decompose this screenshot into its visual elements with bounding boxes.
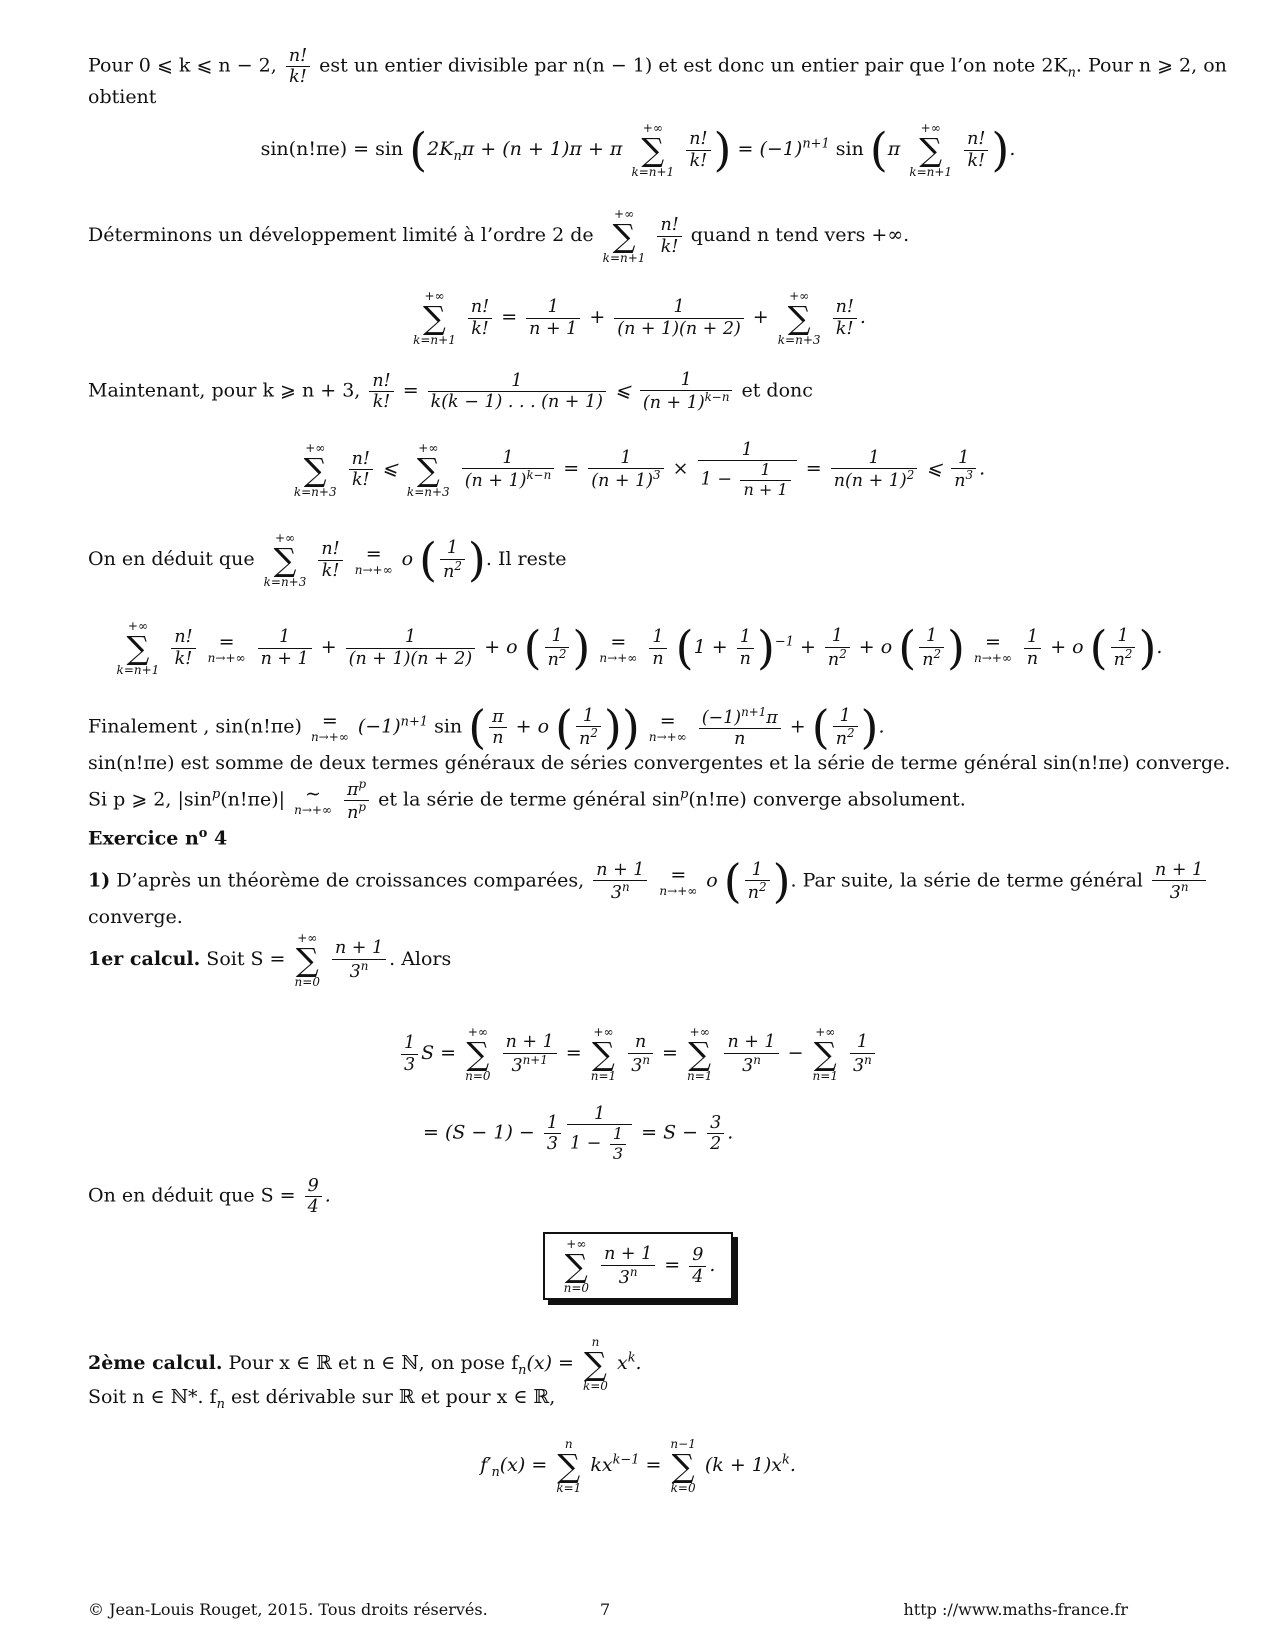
text: . Par suite, la série de terme général [790, 869, 1143, 892]
text: (n!πe)| [220, 788, 286, 811]
equation-derivative: $f'_n(x)$ = n ∑ k=1 $kx^{k-1}$ = n−1 ∑ k=0 $(k + 1)x^k$. [480, 1437, 796, 1495]
paragraph-1-cont [88, 86, 156, 109]
text: Exercice n [88, 827, 199, 850]
equation-split-sum: +∞ ∑ k=n+1 $\frac{n!}{k!}$ = $\frac{1}{n + 1}$ + $\frac{1}{(n + 1)(n + 2)}$ + +∞ ∑ k=n+3 $\frac{n!}{k!}$ . [413, 289, 866, 347]
paragraph-5: Finalement , sin(n!πe) = n→+∞ $(-1)^{n+1}$ sin ( $\frac{\pi}{n}$ + o ( $\frac{1}{n^2}$ )) = n→+∞ $\frac{(-1)^{n+1}\pi}{n}$ + ( $\frac{1}{n^2}$ ). [88, 700, 885, 754]
equation-expansion: +∞ ∑ k=n+1 $\frac{n!}{k!}$ = n→+∞ $\frac{1}{n + 1}$ + $\frac{1}{(n + 1)(n + 2)}$ + o ( $\frac{1}{n^2}$ ) = n→+∞ $\frac{1}{n}$ (1 + $\frac{1}{n}$ )$^{-1}$ + $\frac{1}{n^2}$ + o ( $\frac{1}{n^2}$ ) = n→+∞ $\frac{1}{n}$ + o ( $\frac{1}{n^2}$ ). [116, 619, 1163, 677]
text: est un entier divisible par n(n − 1) et est donc un entier pair que l’on note 2K [319, 54, 1068, 77]
text: On en déduit que [88, 548, 255, 570]
text: Pour x ∈ ℝ et n ∈ ℕ, on pose f [228, 1352, 519, 1374]
text: 1er calcul. [88, 948, 201, 970]
calcul-2: 2ème calcul. Pour x ∈ ℝ et n ∈ ℕ, on pose $f_n(x)$ = n ∑ k=0 $x^k$. [88, 1335, 642, 1393]
text: Maintenant, pour k ⩾ n + 3, [88, 379, 361, 402]
question-1-cont [88, 906, 183, 929]
footer-url[interactable]: http ://www.maths-france.fr [903, 1600, 1128, 1619]
boxed-result: +∞ ∑ n=0 $\frac{n + 1}{3^n}$ = $\frac{9}{4}$ . [88, 1232, 1188, 1300]
text: . Alors [389, 948, 452, 970]
equation-sin-expansion: $\sin(n!\pi e) = \sin (2K_n\pi + (n + 1)\pi + \pi$ +∞ ∑ k=n+1 $\frac{n!}{k!}$ ) = $(-1)^{n+1}$ sin (π +∞ ∑ k=n+1 $\frac{n!}{k!}$ ). [260, 121, 1016, 179]
paragraph-5-c: Si p ⩾ 2, $|\sin^p(n!\pi e)|$ ∼ n→+∞ $\frac{\pi^p}{n^p}$ et la série de terme général $\sin^p(n!\pi e)$ converge absolument. [88, 777, 966, 823]
calcul-1-conclusion: On en déduit que S = $\frac{9}{4}$ . [88, 1176, 331, 1218]
text: o [198, 826, 208, 841]
text: et la série de terme général sin [378, 788, 681, 811]
text: sin(n!πe) est somme de deux termes généraux de séries convergentes et la série de terme général sin(n!πe) converge. [88, 752, 1231, 774]
text: 2ème calcul. [88, 1352, 223, 1374]
text: Si p ⩾ 2, |sin [88, 788, 212, 811]
text: 4 [207, 827, 228, 850]
paragraph-5-b [88, 752, 1230, 775]
text: obtient [88, 86, 157, 108]
equation-calc1-line1: $\frac{1}{3}$ S = +∞ ∑ n=0 $\frac{n + 1}{3^{n+1}}$ = +∞ ∑ n=1 $\frac{n}{3^n}$ = +∞ ∑ n=1 $\frac{n + 1}{3^n}$ − +∞ ∑ n=1 $\frac{1}{3^n}$ [398, 1026, 878, 1082]
equation-calc1-line2: = (S − 1) − $\frac{1}{3}$ 1 1 − $\frac{1}{3}$ = S − $\frac{3}{2}$ . [423, 1104, 734, 1163]
footer-copyright: © Jean-Louis Rouget, 2015. Tous droits réservés. [88, 1600, 488, 1619]
paragraph-4: On en déduit que +∞ ∑ k=n+3 $\frac{n!}{k!}$ = n→+∞ o ( $\frac{1}{n^2}$ ). Il reste [88, 531, 567, 589]
text: et donc [741, 379, 813, 402]
paragraph-1: Pour 0 ⩽ k ⩽ n − 2, $\frac{n!}{k!}$ est un entier divisible par n(n − 1) et est donc un entier pair que l’on note $2K_n$. Pour n ⩾ 2, on [88, 46, 1227, 88]
text: . Il reste [485, 548, 567, 570]
text: Soit n ∈ ℕ*. f [88, 1386, 217, 1408]
equation-upper-bound: +∞ ∑ k=n+3 $\frac{n!}{k!}$ ⩽ +∞ ∑ k=n+3 $\frac{1}{(n + 1)^{k-n}}$ = $\frac{1}{(n + 1)^3}$ × 1 1 − $\frac{1}{n + 1}$ = $\frac{1}{n(n + 1)^2}$ ⩽ $\frac{1}{n^3}$ . [293, 440, 986, 499]
text: D’après un théorème de croissances comparées, [116, 869, 585, 892]
text: converge. [88, 906, 183, 928]
text: quand n tend vers +∞. [690, 224, 910, 246]
calcul-1: 1er calcul. Soit S = +∞ ∑ n=0 $\frac{n + 1}{3^n}$ . Alors [88, 931, 452, 989]
text: . Pour n ⩾ 2, on [1075, 54, 1227, 77]
text: Finalement , [88, 715, 210, 738]
fraction: $\frac{n!}{k!}$ [286, 46, 310, 87]
text: (n!πe) converge absolument. [688, 788, 966, 811]
text: 1) [88, 869, 111, 892]
exercise-heading [88, 826, 227, 850]
text: Pour 0 ⩽ k ⩽ n − 2, [88, 54, 277, 77]
text: est dérivable sur ℝ et pour x ∈ ℝ, [230, 1386, 556, 1408]
text: Soit S = [206, 948, 286, 970]
calcul-2-b: Soit n ∈ ℕ*. $f_n$ est dérivable sur ℝ et pour x ∈ ℝ, [88, 1386, 556, 1412]
paragraph-2: Déterminons un développement limité à l’ordre 2 de +∞ ∑ k=n+1 $\frac{n!}{k!}$ quand n tend vers +∞. [88, 207, 910, 265]
paragraph-3: Maintenant, pour k ⩾ n + 3, $\frac{n!}{k!}$ = $\frac{1}{k(k - 1) . . . (n + 1)}$ ⩽ $\frac{1}{(n + 1)^{k-n}}$ et donc [88, 370, 813, 413]
text: Déterminons un développement limité à l’ordre 2 de [88, 224, 594, 246]
question-1: 1) D’après un théorème de croissances comparées, $\frac{n + 1}{3^n}$ = n→+∞ o ( $\frac{1}{n^2}$ ). Par suite, la série de terme général $\frac{n + 1}{3^n}$ [88, 854, 1209, 909]
text: On en déduit que S = [88, 1184, 296, 1207]
footer-page-number: 7 [600, 1600, 611, 1619]
